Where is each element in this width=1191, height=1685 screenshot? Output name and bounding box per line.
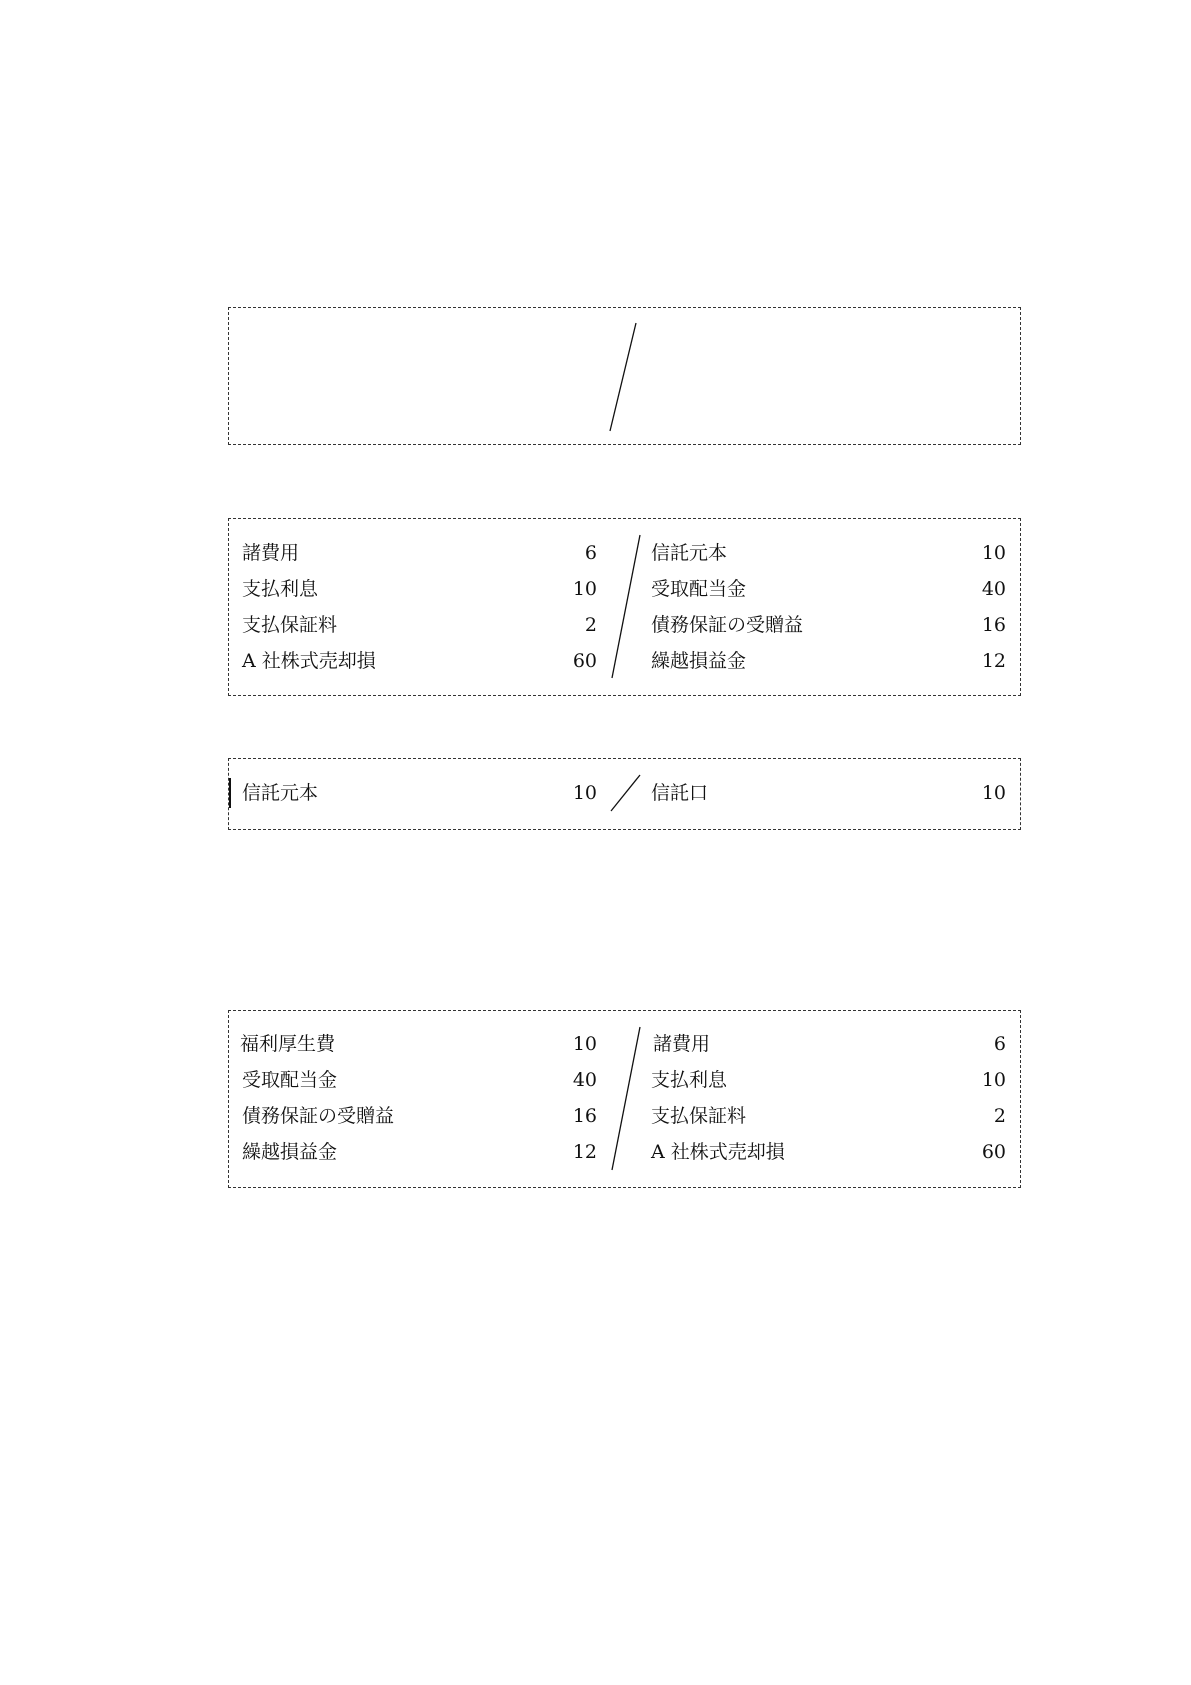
amount: 16 xyxy=(572,1105,597,1127)
amount: 6 xyxy=(584,542,597,564)
account-name: 債務保証の受贈益 xyxy=(651,614,804,636)
account-name: 諸費用 xyxy=(242,542,300,564)
account-name: 信託口 xyxy=(651,782,709,804)
amount: 60 xyxy=(572,650,597,672)
amount: 10 xyxy=(572,1033,597,1055)
amount: 40 xyxy=(981,578,1006,600)
amount: 10 xyxy=(572,782,597,804)
amount: 6 xyxy=(993,1033,1006,1055)
separator-line-1 xyxy=(610,323,636,431)
account-name: 福利厚生費 xyxy=(240,1033,336,1055)
account-name: 受取配当金 xyxy=(651,578,747,600)
account-name: 信託元本 xyxy=(651,542,728,564)
amount: 60 xyxy=(981,1141,1006,1163)
amount: 10 xyxy=(572,578,597,600)
account-name: 支払利息 xyxy=(242,578,319,600)
account-name: 支払保証料 xyxy=(651,1105,747,1127)
separator-line-2 xyxy=(612,535,640,678)
account-name: 受取配当金 xyxy=(242,1069,338,1091)
amount: 16 xyxy=(981,614,1006,636)
amount: 40 xyxy=(572,1069,597,1091)
separator-line-4 xyxy=(612,1027,640,1170)
account-name: 繰越損益金 xyxy=(651,650,747,672)
amount: 10 xyxy=(981,1069,1006,1091)
account-name: A 社株式売却損 xyxy=(651,1141,785,1163)
amount: 2 xyxy=(584,614,597,636)
amount: 10 xyxy=(981,782,1006,804)
separator-line-3 xyxy=(611,775,640,811)
account-name: 諸費用 xyxy=(653,1033,711,1055)
amount: 12 xyxy=(981,650,1006,672)
account-name: 信託元本 xyxy=(242,782,319,804)
account-name: A 社株式売却損 xyxy=(242,650,376,672)
amount: 12 xyxy=(572,1141,597,1163)
account-name: 債務保証の受贈益 xyxy=(242,1105,395,1127)
account-name: 支払利息 xyxy=(651,1069,728,1091)
amount: 10 xyxy=(981,542,1006,564)
account-name: 支払保証料 xyxy=(242,614,338,636)
amount: 2 xyxy=(993,1105,1006,1127)
account-name: 繰越損益金 xyxy=(242,1141,338,1163)
